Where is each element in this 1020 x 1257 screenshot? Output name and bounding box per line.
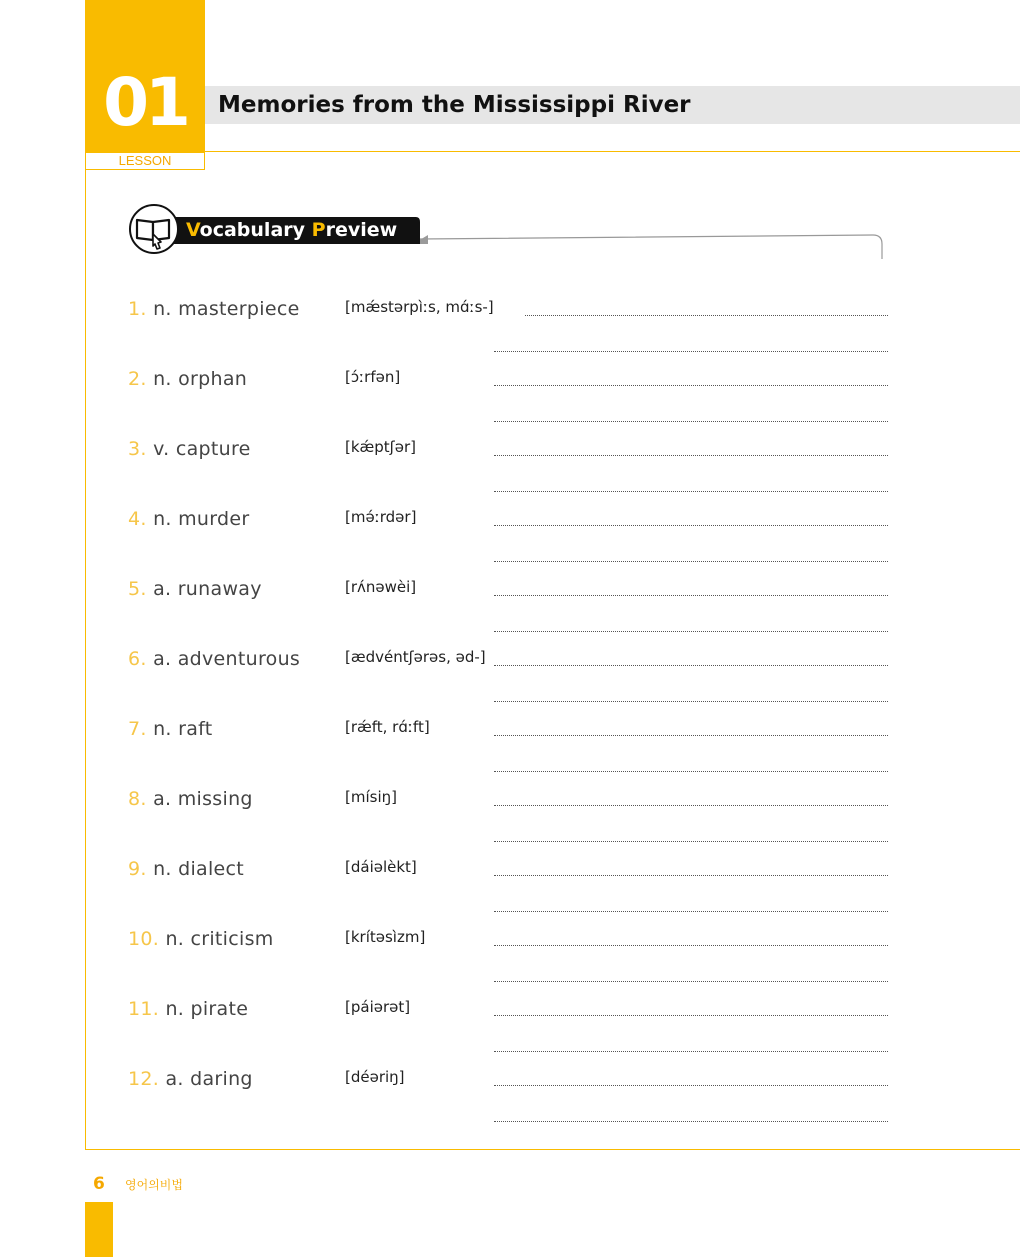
footer-accent-block — [85, 1202, 113, 1257]
vocab-phonetic: [mǽstərpìːs, mɑ́ːs-] — [345, 298, 494, 316]
vocab-term: 3. v. capture — [128, 438, 251, 460]
vocab-phonetic: [mísiŋ] — [345, 788, 397, 806]
list-item — [0, 578, 1020, 648]
list-item — [0, 788, 1020, 858]
vocab-term: 6. a. adventurous — [128, 648, 301, 670]
answer-line[interactable] — [494, 561, 888, 562]
page-number: 6 — [93, 1174, 105, 1194]
list-item — [0, 928, 1020, 998]
answer-line[interactable] — [525, 315, 888, 316]
vocab-phonetic: [rǽft, rɑ́ːft] — [345, 718, 430, 736]
list-item — [0, 858, 1020, 928]
vocab-phonetic: [páiərət] — [345, 998, 411, 1016]
answer-line[interactable] — [494, 631, 888, 632]
answer-line[interactable] — [494, 595, 888, 596]
vocab-phonetic: [ædvéntʃərəs, əd-] — [345, 648, 486, 666]
lesson-label: LESSON — [118, 153, 172, 168]
vocab-term: 5. a. runaway — [128, 578, 262, 600]
answer-line[interactable] — [494, 701, 888, 702]
answer-line[interactable] — [494, 351, 888, 352]
list-item — [0, 998, 1020, 1068]
vocab-term: 10. n. criticism — [128, 928, 274, 950]
answer-line[interactable] — [494, 841, 888, 842]
vocab-phonetic: [déəriŋ] — [345, 1068, 405, 1086]
answer-line[interactable] — [494, 455, 888, 456]
list-item — [0, 718, 1020, 788]
title-bar — [205, 86, 1020, 124]
answer-line[interactable] — [494, 385, 888, 386]
vocab-term: 11. n. pirate — [128, 998, 249, 1020]
vocabulary-preview-header — [128, 204, 888, 260]
section-title-rest-1: ocabulary — [199, 219, 306, 241]
answer-line[interactable] — [494, 1121, 888, 1122]
book-title: 영어의비법 — [125, 1178, 183, 1192]
vocab-term: 7. n. raft — [128, 718, 213, 740]
answer-line[interactable] — [494, 945, 888, 946]
answer-line[interactable] — [494, 1085, 888, 1086]
frame-bottom-line — [85, 1149, 1020, 1150]
vocab-term: 2. n. orphan — [128, 368, 248, 390]
list-item — [0, 368, 1020, 438]
lesson-number: 01 — [103, 64, 187, 141]
answer-line[interactable] — [494, 665, 888, 666]
list-item — [0, 1068, 1020, 1138]
answer-line[interactable] — [494, 1015, 888, 1016]
list-item — [0, 648, 1020, 718]
vocab-phonetic: [mə́ːrdər] — [345, 508, 417, 526]
vocab-phonetic: [ɔ́ːrfən] — [345, 368, 401, 386]
vocab-term: 1. n. masterpiece — [128, 298, 300, 320]
answer-line[interactable] — [494, 1051, 888, 1052]
answer-line[interactable] — [494, 771, 888, 772]
answer-line[interactable] — [494, 491, 888, 492]
answer-line[interactable] — [494, 805, 888, 806]
list-item — [0, 438, 1020, 508]
lesson-label-box — [85, 152, 205, 170]
section-title — [186, 218, 397, 242]
vocab-term: 8. a. missing — [128, 788, 253, 810]
answer-line[interactable] — [494, 911, 888, 912]
vocab-phonetic: [krítəsìzm] — [345, 928, 426, 946]
answer-line[interactable] — [494, 525, 888, 526]
frame-top-line — [205, 151, 1020, 152]
answer-line[interactable] — [494, 981, 888, 982]
vocab-term: 12. a. daring — [128, 1068, 253, 1090]
section-title-rest-2: review — [325, 219, 398, 241]
vocab-term: 4. n. murder — [128, 508, 250, 530]
answer-line[interactable] — [494, 421, 888, 422]
answer-line[interactable] — [494, 875, 888, 876]
vocab-phonetic: [rʌ́nəwèi] — [345, 578, 417, 596]
lesson-tab — [85, 0, 205, 152]
vocab-term: 9. n. dialect — [128, 858, 245, 880]
answer-line[interactable] — [494, 735, 888, 736]
list-item — [0, 298, 1020, 368]
vocab-phonetic: [dáiəlèkt] — [345, 858, 417, 876]
section-title-initial-2: P — [311, 219, 326, 241]
section-title-initial-1: V — [186, 219, 200, 241]
list-item — [0, 508, 1020, 578]
vocab-phonetic: [kǽptʃər] — [345, 438, 416, 456]
page-title: Memories from the Mississippi River — [218, 92, 691, 118]
